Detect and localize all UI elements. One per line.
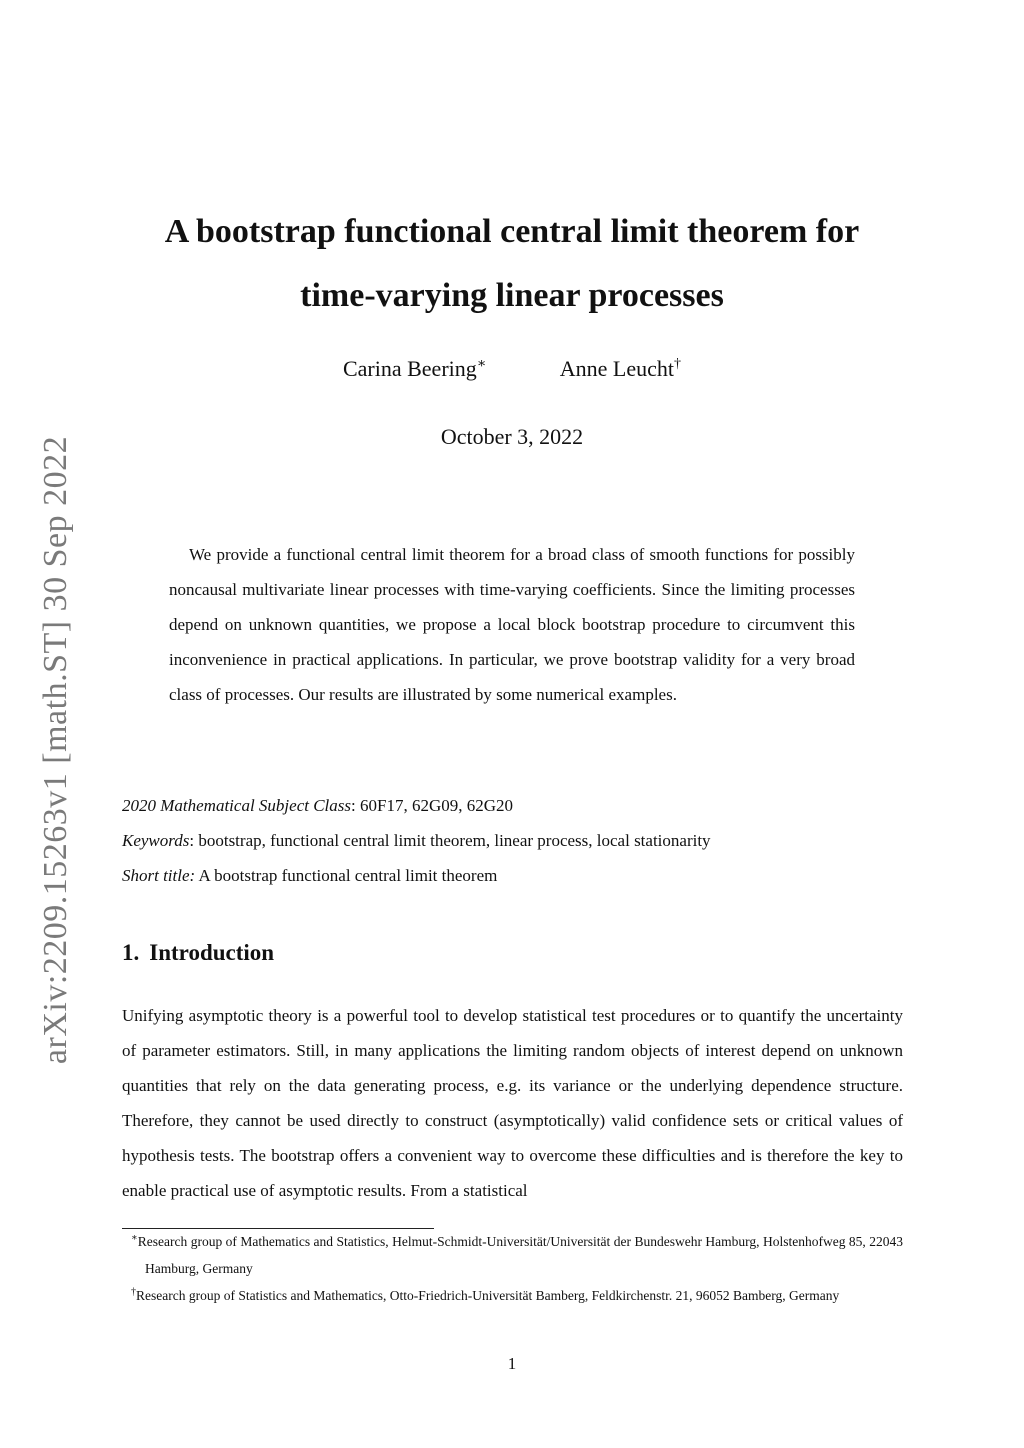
section-title: Introduction [149,940,275,965]
keywords-value: : bootstrap, functional central limit theorem, linear process, local stationarity [189,831,711,850]
msc-line [122,788,902,823]
paper-metadata [122,788,902,893]
section-number: 1. [122,940,140,965]
author-1 [343,356,486,382]
author-1-name: Carina Beering [342,356,477,381]
page-number: 1 [507,1354,517,1373]
footnote-1-text: Research group of Mathematics and Statistics, Helmut-Schmidt-Universität/Universität der Bundeswehr Hamburg, Holstenhofweg 85, 22043 Hamburg, Germany [137,1234,903,1276]
publication-date: October 3, 2022 [440,424,584,449]
introduction-paragraph: Unifying asymptotic theory is a powerful tool to develop statistical test procedures or to quantify the uncertainty of parameter estimators. Still, in many applications the limiting random objects of interest depend on unknown quantities that rely on the data generating process, e.g. its variance or the underlying dependence structure. Therefore, they cannot be used directly to construct (asymptotically) valid confidence sets or critical values of hypothesis tests. The bootstrap offers a convenient way to overcome these difficulties and is therefore the key to enable practical use of asymptotic results. From a statistical [122,1006,903,1200]
short-title-line [122,858,902,893]
section-heading-introduction [122,940,274,966]
author-list [0,356,1024,382]
arxiv-identifier: arXiv:2209.15263v1 [math.ST] 30 Sep 2022 [37,435,74,1065]
msc-value: : 60F17, 62G09, 62G20 [351,796,513,815]
title-line-1: A bootstrap functional central limit theorem for [164,213,860,250]
author-2 [560,356,681,382]
footnote-2-mark: † [131,1286,136,1298]
footnotes [122,1228,903,1309]
keywords-label: Keywords [122,831,190,850]
title-line-2: time-varying linear processes [300,277,724,314]
footnote-1-mark: ∗ [131,1232,138,1244]
author-2-footnote-mark[interactable]: † [674,356,682,372]
paper-title [0,200,1024,328]
footnote-2-text: Research group of Statistics and Mathematics, Otto-Friedrich-Universität Bamberg, Feldkirchenstr. 21, 96052 Bamberg, Germany [136,1288,840,1303]
short-title-value: A bootstrap functional central limit theorem [195,866,498,885]
footnote-2 [122,1282,903,1309]
author-2-name: Anne Leucht [559,356,675,381]
short-title-label: Short title: [122,866,196,885]
footnote-1 [122,1228,903,1282]
author-1-footnote-mark[interactable]: ∗ [476,356,487,372]
abstract: We provide a functional central limit theorem for a broad class of smooth functions for possibly noncausal multivariate linear processes with time-varying coefficients. Since the limiting processes depend on unknown quantities, we propose a local block bootstrap procedure to circumvent this inconvenience in practical applications. In particular, we prove bootstrap validity for a very broad class of processes. Our results are illustrated by some numerical examples. [169,545,855,704]
keywords-line [122,823,902,858]
msc-label: 2020 Mathematical Subject Class [122,796,352,815]
